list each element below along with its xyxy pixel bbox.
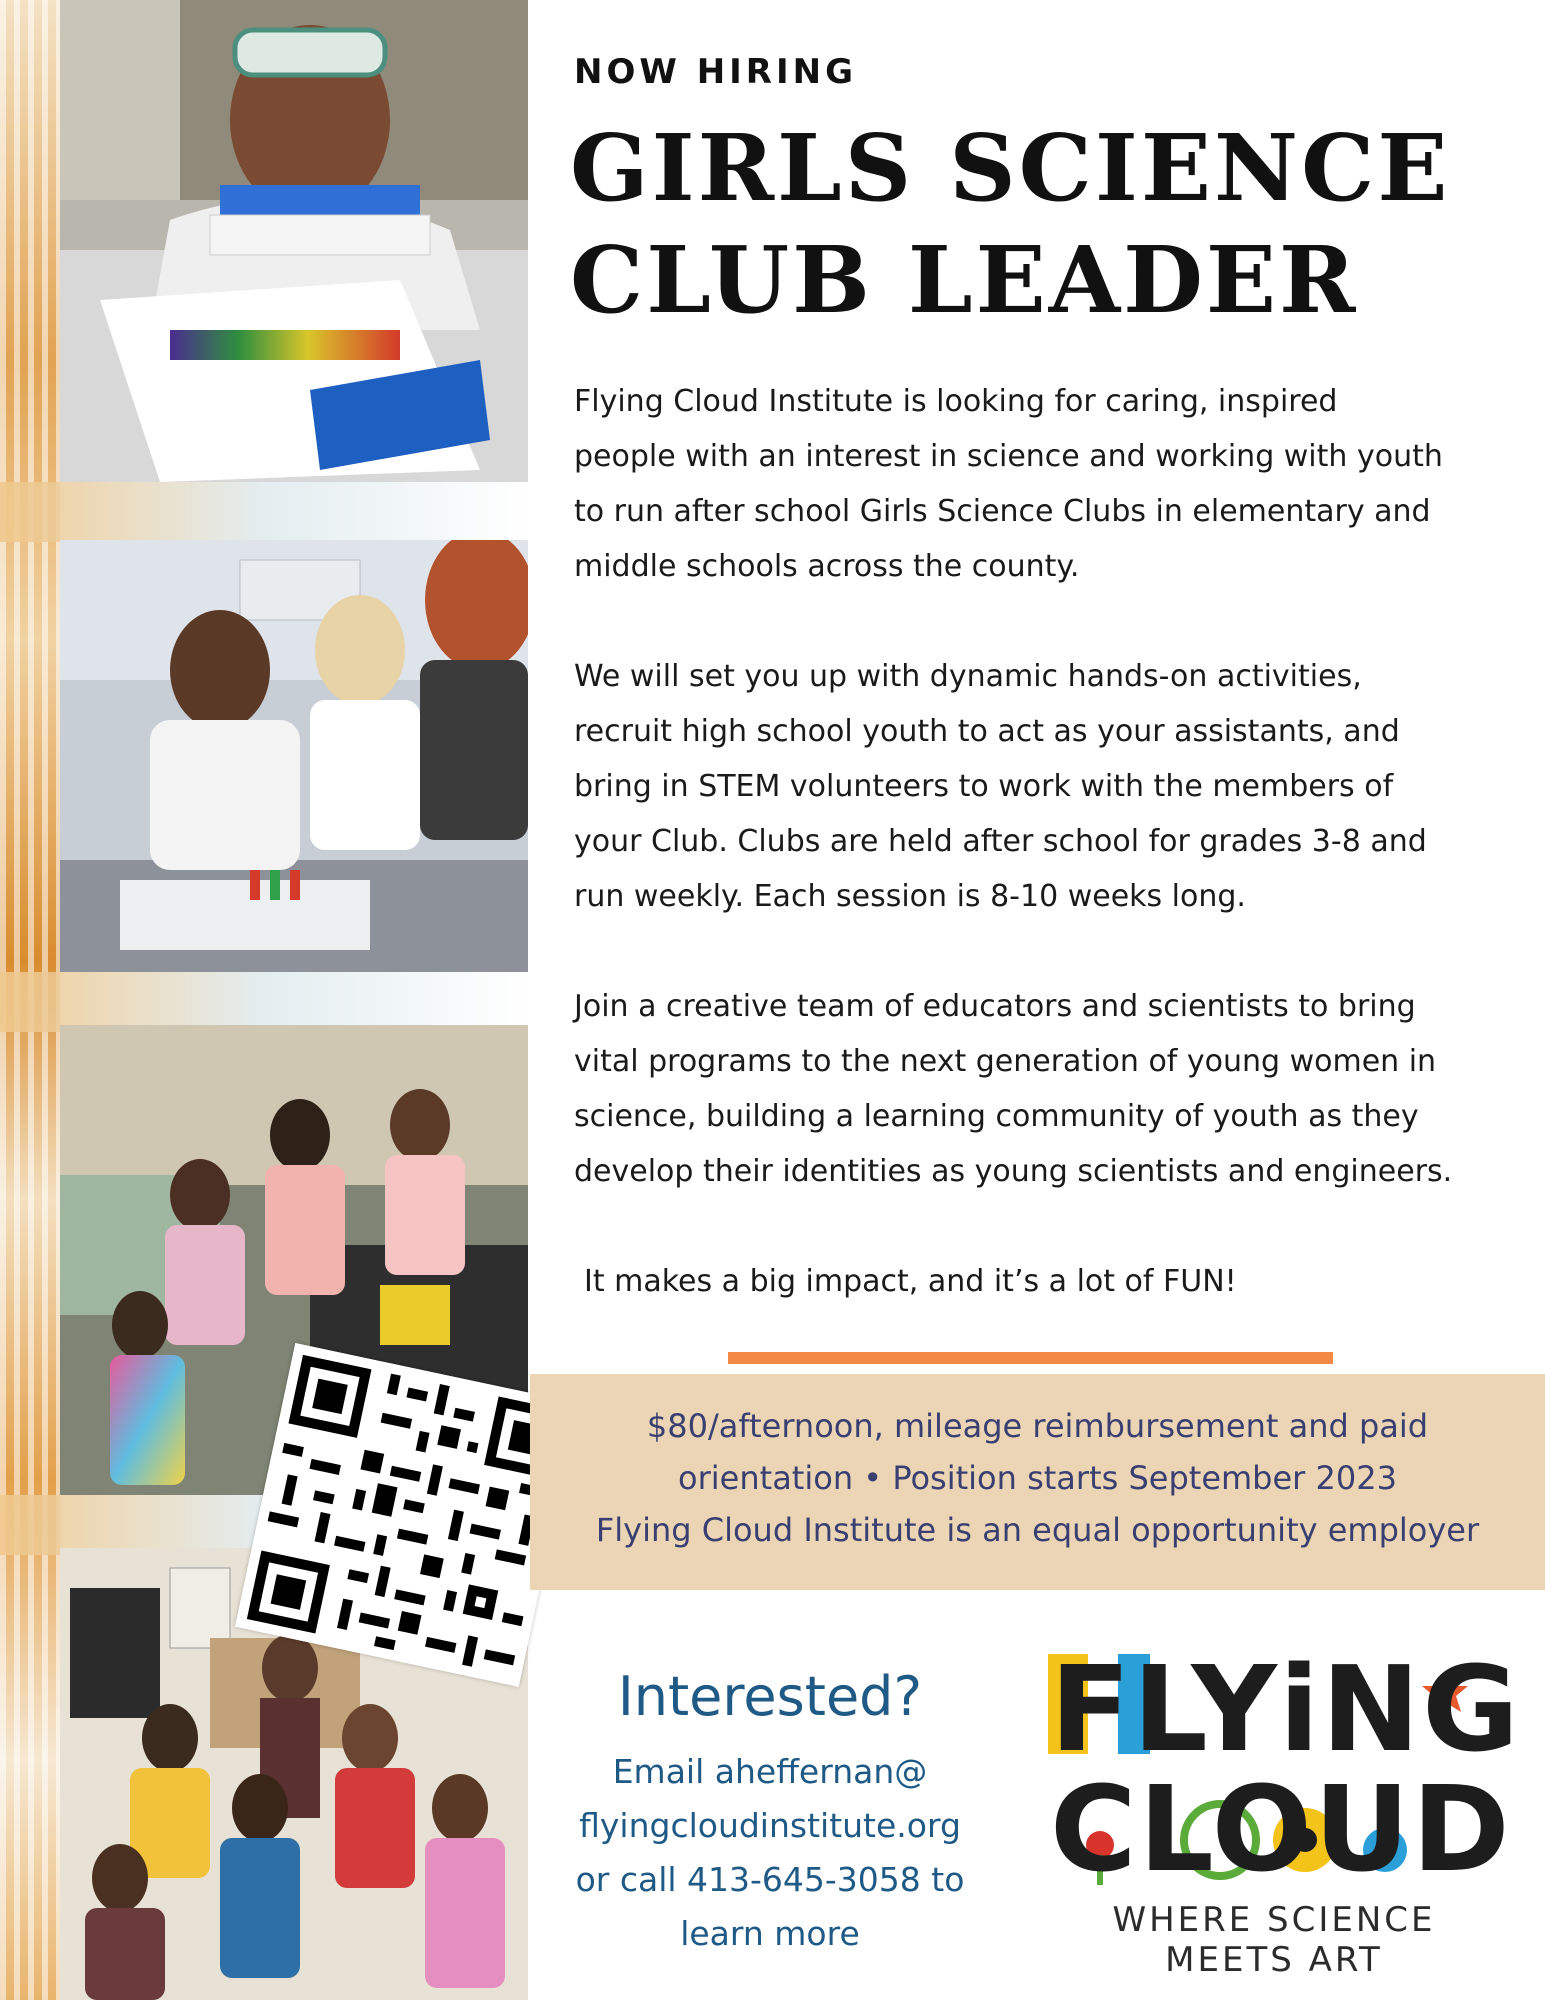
text-line: vital programs to the next generation of young women in [574,1044,1437,1079]
phone-line[interactable]: or call 413-645-3058 to [575,1860,965,1899]
contact-info [560,1745,980,1961]
logo-tagline: WHERE SCIENCE MEETS ART [1112,1900,1436,1980]
text-line: develop their identities as young scientists and engineers. [574,1154,1453,1189]
title-line-2: CLUB LEADER [570,226,1359,334]
text-line: to run after school Girls Science Clubs in elementary and [574,494,1431,529]
text-line: recruit high school youth to act as your assistants, and [574,714,1400,749]
email-label[interactable]: Email aheffernan@ [612,1752,928,1791]
interested-heading: Interested? [617,1665,923,1728]
decorative-band [0,482,530,542]
impact-paragraph [584,1254,1514,1309]
text-line: It makes a big impact, and it’s a lot of FUN! [584,1264,1237,1299]
now-hiring-label: NOW HIRING [574,52,857,92]
email-domain[interactable]: flyingcloudinstitute.org [579,1806,961,1845]
text-line: your Club. Clubs are held after school for grades 3-8 and [574,824,1427,859]
learn-more-text: learn more [680,1914,860,1953]
qr-code-icon[interactable] [235,1343,579,1687]
text-line: run weekly. Each session is 8-10 weeks long. [574,879,1246,914]
girl-with-goggles-photo [60,0,528,482]
logo-word-cloud: CLOUD [1050,1760,1512,1898]
pay-line: $80/afternoon, mileage reimbursement and paid [646,1407,1429,1445]
text-line: bring in STEM volunteers to work with the members of [574,769,1394,804]
text-line: Join a creative team of educators and scientists to bring [574,989,1416,1024]
text-line: Flying Cloud Institute is looking for caring, inspired [574,384,1338,419]
text-line: middle schools across the county. [574,549,1080,584]
title-line-1: GIRLS SCIENCE [570,114,1451,222]
logo-word-flying: FLYiNG [1050,1640,1521,1778]
intro-paragraph [574,374,1504,594]
eeo-line: Flying Cloud Institute is an equal opportunity employer [595,1511,1480,1549]
team-paragraph [574,979,1504,1199]
accent-divider [728,1352,1333,1364]
start-date-line: orientation • Position starts September 2023 [678,1459,1397,1497]
support-paragraph [574,649,1504,924]
decorative-band [0,972,530,1032]
compensation-text [530,1400,1545,1556]
text-line: science, building a learning community of youth as they [574,1099,1419,1134]
text-line: We will set you up with dynamic hands-on activities, [574,659,1362,694]
flying-cloud-logo [1040,1640,1521,1980]
lab-activity-photo [60,540,528,972]
text-line: people with an interest in science and working with youth [574,439,1443,474]
page-title [570,112,1470,336]
